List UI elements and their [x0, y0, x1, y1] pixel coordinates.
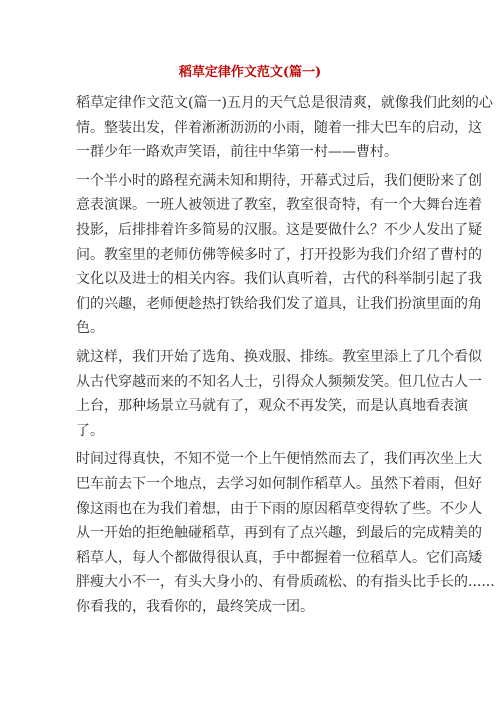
- text-line: 稻草人，每人个都做得很认真，手中都握着一位稻草人。它们高矮: [76, 549, 482, 566]
- text-line: 投影，后排排着许多简易的汉服。这是要做什么？不少人发出了疑: [76, 221, 482, 238]
- text-line: 像这雨也在为我们着想，由于下雨的原因稻草变得软了些。不少人: [76, 500, 482, 517]
- paragraph: [76, 447, 495, 619]
- text-line: 就这样，我们开始了选角、换戏服、排练。教室里添上了几个看似: [76, 348, 482, 365]
- text-line: 色。: [76, 320, 104, 337]
- text-line: 文化以及进士的相关内容。我们认真听着，古代的科举制引起了我: [76, 271, 482, 288]
- text-line: 时间过得真快，不知不觉一个上午便悄然而去了，我们再次坐上大: [76, 451, 482, 468]
- text-line: 稻草定律作文范文(篇一)五月的天气总是很清爽，就像我们此刻的心: [76, 95, 493, 111]
- text-line: 意表演课。一班人被领进了教室，教室很奇特，有一个大舞台连着: [76, 197, 482, 214]
- paragraph: [76, 169, 482, 341]
- text-line: 从古代穿越而来的不知名人士，引得众人频频发笑。但几位古人一: [76, 373, 482, 390]
- paragraph: [76, 91, 493, 165]
- text-line: 巴车前去下一个地点，去学习如何制作稻草人。虽然下着雨，但好: [76, 475, 482, 492]
- text-line: 你看我的，我看你的，最终笑成一团。: [76, 598, 314, 615]
- text-line: 上台，那种场景立马就有了，观众不再发笑，而是认真地看表演: [76, 398, 468, 415]
- text-line: 从一开始的拒绝触碰稻草，再到有了点兴趣，到最后的完成精美的: [76, 525, 482, 542]
- text-line: 一群少年一路欢声笑语，前往中华第一村——曹村。: [76, 144, 398, 161]
- text-line: 问。教室里的老师仿佛等候多时了，打开投影为我们介绍了曹村的: [76, 246, 482, 263]
- text-line: 胖瘦大小不一，有头大身小的、有骨质疏松、的有指头比手长的......: [76, 574, 495, 591]
- document-body: [76, 91, 495, 623]
- text-line: 们的兴趣，老师便趁热打铁给我们发了道具，让我们扮演里面的角: [76, 295, 482, 312]
- text-line: 一个半小时的路程充满未知和期待，开幕式过后，我们便盼来了创: [76, 172, 482, 189]
- document-title: 稻草定律作文范文(篇一): [178, 65, 322, 80]
- text-line: 了。: [76, 422, 104, 439]
- text-line: 情。整装出发，伴着淅淅沥沥的小雨，随着一排大巴车的启动，这: [76, 119, 482, 136]
- paragraph: [76, 345, 482, 443]
